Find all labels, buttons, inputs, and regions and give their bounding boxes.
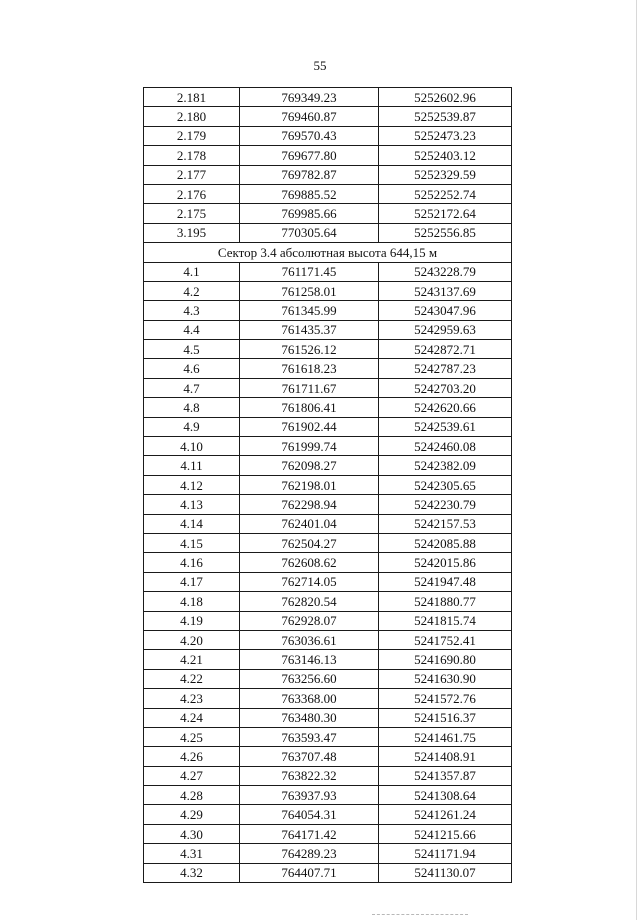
x-coordinate-cell: 761171.45 [240,262,379,281]
table-row [144,650,512,669]
y-coordinate-cell: 5242539.61 [379,417,512,436]
table-row [144,204,512,223]
point-number-cell: 4.16 [144,553,240,572]
y-coordinate-cell: 5243137.69 [379,281,512,300]
y-coordinate-cell: 5242305.65 [379,475,512,494]
table-row [144,766,512,785]
x-coordinate-cell: 764171.42 [240,824,379,843]
x-coordinate-cell: 761806.41 [240,398,379,417]
table-row [144,611,512,630]
x-coordinate-cell: 763146.13 [240,650,379,669]
y-coordinate-cell: 5242085.88 [379,533,512,552]
x-coordinate-cell: 763256.60 [240,669,379,688]
x-coordinate-cell: 764054.31 [240,805,379,824]
point-number-cell: 2.178 [144,146,240,165]
point-number-cell: 4.2 [144,281,240,300]
y-coordinate-cell: 5243047.96 [379,301,512,320]
point-number-cell: 4.10 [144,437,240,456]
x-coordinate-cell: 770305.64 [240,223,379,242]
table-row [144,165,512,184]
point-number-cell: 2.177 [144,165,240,184]
table-row [144,689,512,708]
table-row [144,146,512,165]
table-row [144,824,512,843]
y-coordinate-cell: 5242872.71 [379,340,512,359]
y-coordinate-cell: 5242015.86 [379,553,512,572]
table-row [144,262,512,281]
x-coordinate-cell: 763480.30 [240,708,379,727]
y-coordinate-cell: 5252473.23 [379,126,512,145]
y-coordinate-cell: 5252602.96 [379,88,512,107]
scan-edge-mark [372,914,468,917]
table-row [144,844,512,863]
y-coordinate-cell: 5252172.64 [379,204,512,223]
table-row [144,320,512,339]
x-coordinate-cell: 761258.01 [240,281,379,300]
table-row [144,475,512,494]
table-row [144,437,512,456]
x-coordinate-cell: 763707.48 [240,747,379,766]
x-coordinate-cell: 761618.23 [240,359,379,378]
point-number-cell: 4.6 [144,359,240,378]
point-number-cell: 4.5 [144,340,240,359]
y-coordinate-cell: 5241261.24 [379,805,512,824]
x-coordinate-cell: 763822.32 [240,766,379,785]
point-number-cell: 4.1 [144,262,240,281]
point-number-cell: 4.31 [144,844,240,863]
y-coordinate-cell: 5242959.63 [379,320,512,339]
y-coordinate-cell: 5241357.87 [379,766,512,785]
table-row [144,747,512,766]
point-number-cell: 4.23 [144,689,240,708]
y-coordinate-cell: 5241690.80 [379,650,512,669]
point-number-cell: 2.181 [144,88,240,107]
point-number-cell: 2.180 [144,107,240,126]
point-number-cell: 4.22 [144,669,240,688]
x-coordinate-cell: 769782.87 [240,165,379,184]
coordinates-table-body [144,88,512,883]
y-coordinate-cell: 5252556.85 [379,223,512,242]
y-coordinate-cell: 5252539.87 [379,107,512,126]
point-number-cell: 4.17 [144,572,240,591]
table-row [144,572,512,591]
point-number-cell: 4.8 [144,398,240,417]
point-number-cell: 2.176 [144,184,240,203]
x-coordinate-cell: 761435.37 [240,320,379,339]
y-coordinate-cell: 5241130.07 [379,863,512,882]
x-coordinate-cell: 769985.66 [240,204,379,223]
x-coordinate-cell: 769349.23 [240,88,379,107]
point-number-cell: 4.21 [144,650,240,669]
point-number-cell: 4.18 [144,592,240,611]
x-coordinate-cell: 762928.07 [240,611,379,630]
x-coordinate-cell: 769570.43 [240,126,379,145]
coordinates-table [143,87,512,883]
sector-heading-row [144,243,512,262]
table-row [144,417,512,436]
x-coordinate-cell: 761711.67 [240,378,379,397]
table-row [144,398,512,417]
point-number-cell: 2.175 [144,204,240,223]
page-number: 55 [313,58,327,73]
point-number-cell: 3.195 [144,223,240,242]
table-row [144,456,512,475]
point-number-cell: 4.19 [144,611,240,630]
y-coordinate-cell: 5242460.08 [379,437,512,456]
x-coordinate-cell: 761902.44 [240,417,379,436]
table-row [144,863,512,882]
x-coordinate-cell: 763593.47 [240,727,379,746]
x-coordinate-cell: 769677.80 [240,146,379,165]
table-row [144,281,512,300]
y-coordinate-cell: 5241408.91 [379,747,512,766]
x-coordinate-cell: 769885.52 [240,184,379,203]
point-number-cell: 4.29 [144,805,240,824]
point-number-cell: 4.28 [144,786,240,805]
y-coordinate-cell: 5242787.23 [379,359,512,378]
table-row [144,107,512,126]
point-number-cell: 4.14 [144,514,240,533]
point-number-cell: 4.20 [144,630,240,649]
sector-heading: Сектор 3.4 абсолютная высота 644,15 м [144,243,512,262]
y-coordinate-cell: 5241516.37 [379,708,512,727]
x-coordinate-cell: 763937.93 [240,786,379,805]
y-coordinate-cell: 5241215.66 [379,824,512,843]
point-number-cell: 4.26 [144,747,240,766]
point-number-cell: 4.12 [144,475,240,494]
x-coordinate-cell: 762820.54 [240,592,379,611]
x-coordinate-cell: 761345.99 [240,301,379,320]
point-number-cell: 4.15 [144,533,240,552]
y-coordinate-cell: 5243228.79 [379,262,512,281]
x-coordinate-cell: 764407.71 [240,863,379,882]
point-number-cell: 4.27 [144,766,240,785]
y-coordinate-cell: 5242620.66 [379,398,512,417]
point-number-cell: 4.7 [144,378,240,397]
x-coordinate-cell: 769460.87 [240,107,379,126]
point-number-cell: 4.25 [144,727,240,746]
table-row [144,88,512,107]
table-row [144,340,512,359]
x-coordinate-cell: 764289.23 [240,844,379,863]
y-coordinate-cell: 5241815.74 [379,611,512,630]
point-number-cell: 4.11 [144,456,240,475]
x-coordinate-cell: 762098.27 [240,456,379,475]
point-number-cell: 4.30 [144,824,240,843]
y-coordinate-cell: 5242382.09 [379,456,512,475]
x-coordinate-cell: 762504.27 [240,533,379,552]
point-number-cell: 4.9 [144,417,240,436]
x-coordinate-cell: 761526.12 [240,340,379,359]
table-row [144,786,512,805]
table-row [144,495,512,514]
x-coordinate-cell: 762714.05 [240,572,379,591]
point-number-cell: 4.24 [144,708,240,727]
table-row [144,708,512,727]
y-coordinate-cell: 5241947.48 [379,572,512,591]
x-coordinate-cell: 763368.00 [240,689,379,708]
x-coordinate-cell: 762401.04 [240,514,379,533]
y-coordinate-cell: 5241308.64 [379,786,512,805]
table-row [144,669,512,688]
point-number-cell: 4.32 [144,863,240,882]
scan-edge-line [636,0,637,920]
table-row [144,533,512,552]
y-coordinate-cell: 5241171.94 [379,844,512,863]
y-coordinate-cell: 5252403.12 [379,146,512,165]
y-coordinate-cell: 5241461.75 [379,727,512,746]
x-coordinate-cell: 762298.94 [240,495,379,514]
point-number-cell: 4.3 [144,301,240,320]
x-coordinate-cell: 761999.74 [240,437,379,456]
table-row [144,514,512,533]
x-coordinate-cell: 763036.61 [240,630,379,649]
y-coordinate-cell: 5241752.41 [379,630,512,649]
table-row [144,592,512,611]
y-coordinate-cell: 5242230.79 [379,495,512,514]
table-row [144,727,512,746]
y-coordinate-cell: 5242157.53 [379,514,512,533]
table-row [144,805,512,824]
y-coordinate-cell: 5241630.90 [379,669,512,688]
table-row [144,126,512,145]
y-coordinate-cell: 5241880.77 [379,592,512,611]
table-row [144,223,512,242]
table-row [144,359,512,378]
table-row [144,553,512,572]
table-row [144,630,512,649]
point-number-cell: 4.4 [144,320,240,339]
y-coordinate-cell: 5252329.59 [379,165,512,184]
y-coordinate-cell: 5252252.74 [379,184,512,203]
point-number-cell: 2.179 [144,126,240,145]
table-row [144,378,512,397]
x-coordinate-cell: 762198.01 [240,475,379,494]
table-row [144,301,512,320]
y-coordinate-cell: 5241572.76 [379,689,512,708]
table-row [144,184,512,203]
y-coordinate-cell: 5242703.20 [379,378,512,397]
x-coordinate-cell: 762608.62 [240,553,379,572]
point-number-cell: 4.13 [144,495,240,514]
